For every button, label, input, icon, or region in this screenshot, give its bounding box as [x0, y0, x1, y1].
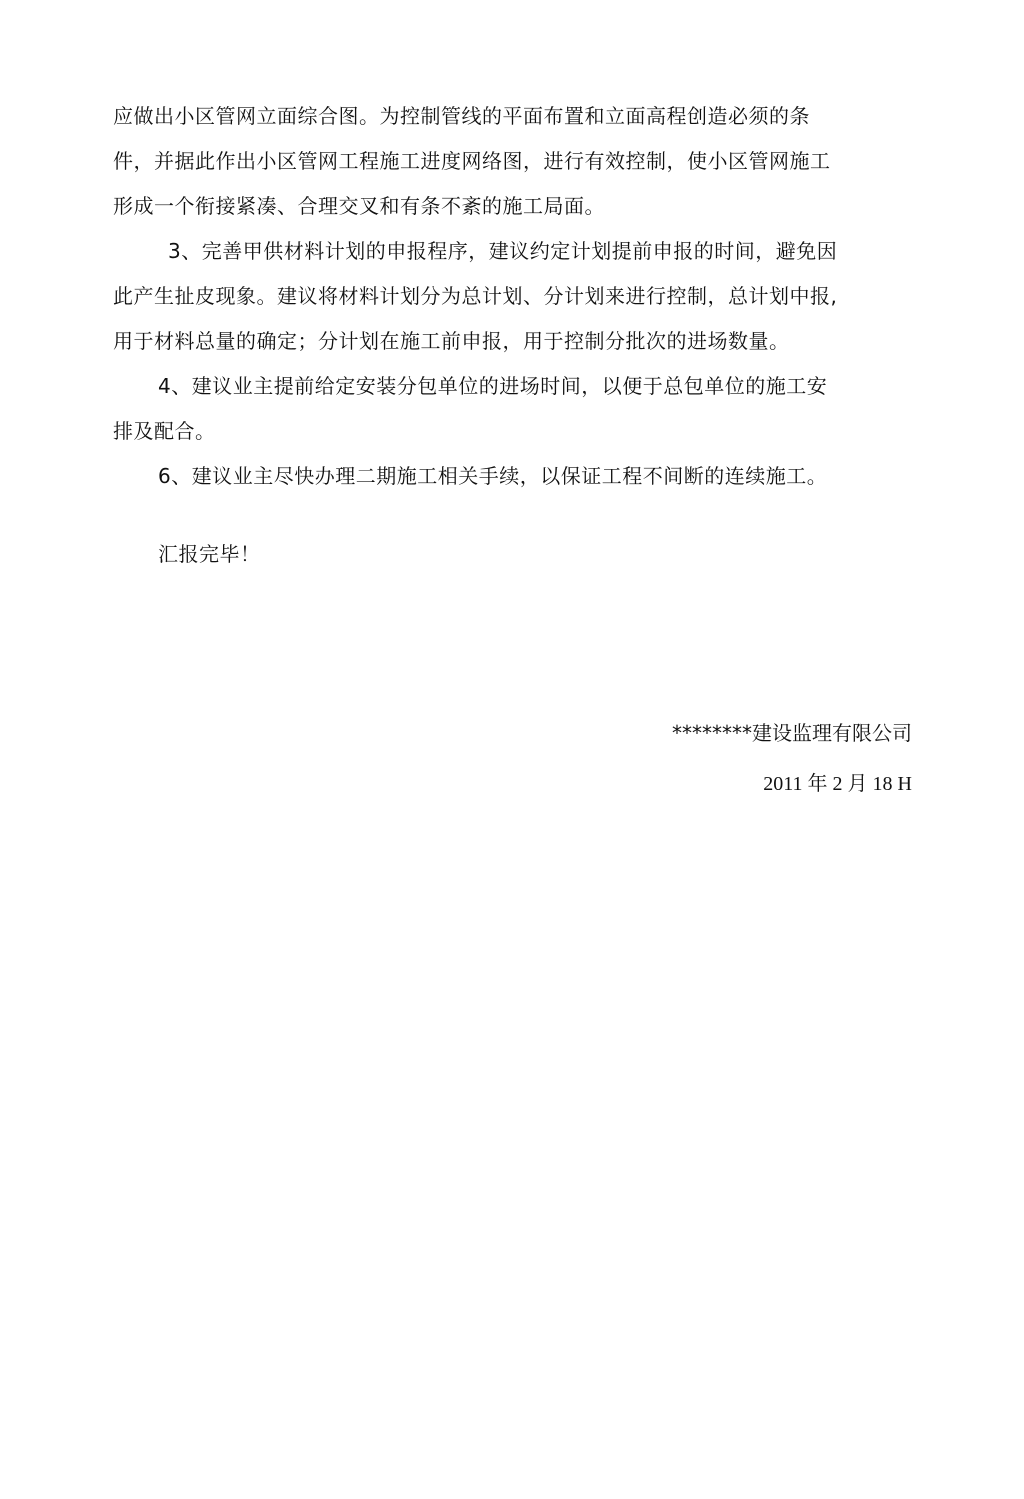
signature-company: ********建设监理有限公司 [672, 721, 912, 745]
paragraph-4-line-1: 6、建议业主尽快办理二期施工相关手续，以保证工程不间断的连续施工。 [158, 464, 828, 488]
paragraph-1-line-1: 应做出小区管网立面综合图。为控制管线的平面布置和立面高程创造必须的条 [113, 104, 810, 128]
paragraph-1-line-2: 件，并据此作出小区管网工程施工进度网络图，进行有效控制，使小区管网施工 [113, 149, 831, 173]
signature-date: 2011 年 2 月 18 H [763, 773, 912, 795]
paragraph-3-line-2: 排及配合。 [113, 419, 216, 443]
paragraph-2-line-3: 用于材料总量的确定；分计划在施工前申报，用于控制分批次的进场数量。 [113, 329, 790, 353]
paragraph-1-line-3: 形成一个衔接紧凑、合理交叉和有条不紊的施工局面。 [113, 194, 605, 218]
paragraph-2-line-2: 此产生扯皮现象。建议将材料计划分为总计划、分计划来进行控制，总计划中报, [113, 284, 838, 308]
paragraph-3-line-1: 4、建议业主提前给定安装分包单位的进场时间，以便于总包单位的施工安 [158, 374, 828, 398]
paragraph-2-line-1: 3、完善甲供材料计划的申报程序，建议约定计划提前申报的时间，避免因 [168, 239, 838, 263]
closing-text: 汇报完毕！ [158, 542, 261, 566]
